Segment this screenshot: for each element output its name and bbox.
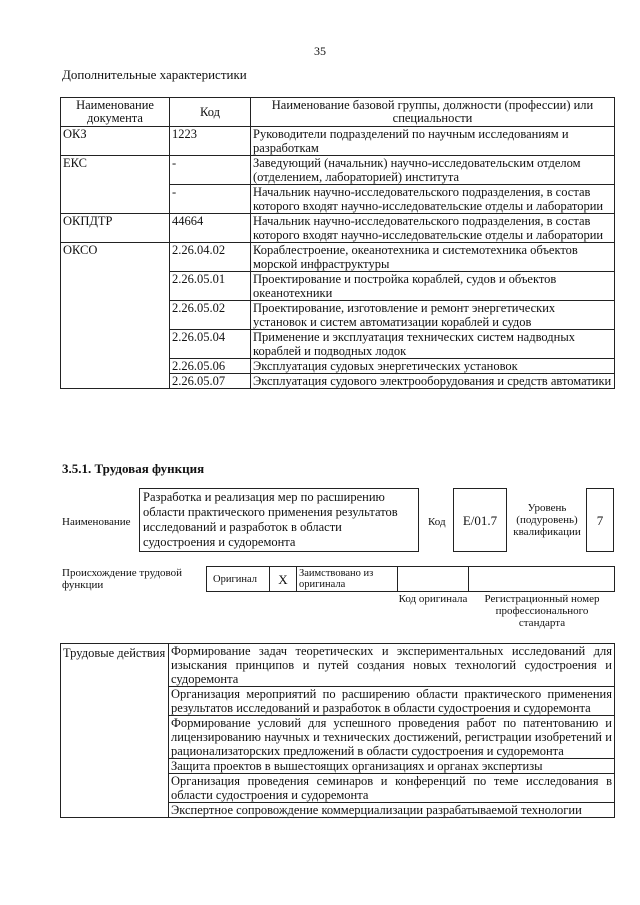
level-label: Уровень (подуровень) квалификации bbox=[513, 502, 581, 538]
cell-document: ЕКС bbox=[61, 156, 170, 214]
table-header-row bbox=[61, 98, 615, 127]
origin-label: Происхождение трудовой функции bbox=[62, 567, 183, 591]
cell-code: 2.26.05.06 bbox=[170, 359, 251, 374]
code-original-box bbox=[397, 566, 469, 592]
characteristics-table bbox=[60, 97, 615, 389]
original-mark-box bbox=[269, 566, 297, 592]
header-name: Наименование базовой группы, должности (профессии) или специальности bbox=[251, 98, 615, 127]
labor-function-heading: 3.5.1. Трудовая функция bbox=[62, 461, 205, 476]
cell-name: Применение и эксплуатация технических систем надводных кораблей и подводных лодок bbox=[251, 330, 615, 359]
action-item: Защита проектов в вышестоящих организациях и органах экспертизы bbox=[169, 759, 615, 774]
action-item: Организация проведения семинаров и конференций по теме исследования в области судостроения и судоремонта bbox=[169, 774, 615, 803]
cell-name: Проектирование, изготовление и ремонт энергетических установок и систем автоматизации кораблей и судов bbox=[251, 301, 615, 330]
function-name: Разработка и реализация мер по расширению области практического применения результатов исследований и разработок в области судостроения и судоремонта bbox=[143, 490, 398, 549]
action-item: Экспертное сопровождение коммерциализации разрабатываемой технологии bbox=[169, 803, 615, 818]
action-item: Организация мероприятий по расширению области практического применения результатов исследований и разработок в области судостроения и судоремонта bbox=[169, 687, 615, 716]
original-mark: X bbox=[278, 572, 288, 587]
cell-document: ОКПДТР bbox=[61, 214, 170, 243]
table-row bbox=[61, 644, 615, 687]
table-row bbox=[61, 243, 615, 272]
header-code: Код bbox=[170, 98, 251, 127]
cell-document: ОКСО bbox=[61, 243, 170, 389]
table-row bbox=[61, 156, 615, 185]
action-item: Формирование задач теоретических и экспериментальных исследований для изыскания принципов и путей создания новых технологий судостроения и судоремонта bbox=[169, 644, 615, 687]
table-row bbox=[61, 127, 615, 156]
cell-code: - bbox=[170, 185, 251, 214]
cell-document: ОКЗ bbox=[61, 127, 170, 156]
cell-code: 2.26.04.02 bbox=[170, 243, 251, 272]
name-label: Наименование bbox=[62, 516, 131, 528]
cell-name: Начальник научно-исследовательского подразделения, в состав которого входят научно-исследовательские отделы и лаборатории bbox=[251, 214, 615, 243]
cell-name: Начальник научно-исследовательского подразделения, в состав которого входят научно-исследовательские отделы и лаборатории bbox=[251, 185, 615, 214]
level-box bbox=[586, 488, 614, 552]
cell-code: 2.26.05.04 bbox=[170, 330, 251, 359]
section-title: Дополнительные характеристики bbox=[62, 67, 247, 82]
cell-code: 2.26.05.02 bbox=[170, 301, 251, 330]
cell-name: Эксплуатация судового электрооборудования и средств автоматики bbox=[251, 374, 615, 389]
code-label: Код bbox=[428, 516, 446, 528]
page-number: 35 bbox=[314, 44, 326, 58]
cell-name: Руководители подразделений по научным исследованиям и разработкам bbox=[251, 127, 615, 156]
code-box bbox=[453, 488, 507, 552]
cell-name: Кораблестроение, океанотехника и системотехника объектов морской инфраструктуры bbox=[251, 243, 615, 272]
cell-code: 2.26.05.01 bbox=[170, 272, 251, 301]
borrowed-box bbox=[296, 566, 398, 592]
cell-code: 44664 bbox=[170, 214, 251, 243]
reg-number-box bbox=[468, 566, 615, 592]
actions-label: Трудовые действия bbox=[61, 644, 169, 818]
reg-number-label: Регистрационный номер профессионального стандарта bbox=[484, 593, 600, 629]
action-item: Формирование условий для успешного проведения работ по патентованию и лицензированию научных и технических достижений, регистрации изобретений и рационализаторских предложений в области судостроения и судоремонта bbox=[169, 716, 615, 759]
function-name-box bbox=[139, 488, 419, 552]
original-box bbox=[206, 566, 270, 592]
cell-name: Эксплуатация судовых энергетических установок bbox=[251, 359, 615, 374]
borrowed-label: Заимствовано из оригинала bbox=[299, 568, 374, 590]
header-document: Наименование документа bbox=[61, 98, 170, 127]
table-row bbox=[61, 214, 615, 243]
cell-code: 2.26.05.07 bbox=[170, 374, 251, 389]
level-value: 7 bbox=[596, 513, 604, 528]
original-label: Оригинал bbox=[213, 574, 257, 585]
cell-name: Заведующий (начальник) научно-исследовательским отделом (отделением, лабораторией) института bbox=[251, 156, 615, 185]
cell-code: - bbox=[170, 156, 251, 185]
labor-actions-table bbox=[60, 643, 615, 818]
cell-name: Проектирование и постройка кораблей, судов и объектов океанотехники bbox=[251, 272, 615, 301]
code-value: E/01.7 bbox=[462, 513, 498, 528]
cell-code: 1223 bbox=[170, 127, 251, 156]
code-original-label: Код оригинала bbox=[398, 593, 468, 605]
